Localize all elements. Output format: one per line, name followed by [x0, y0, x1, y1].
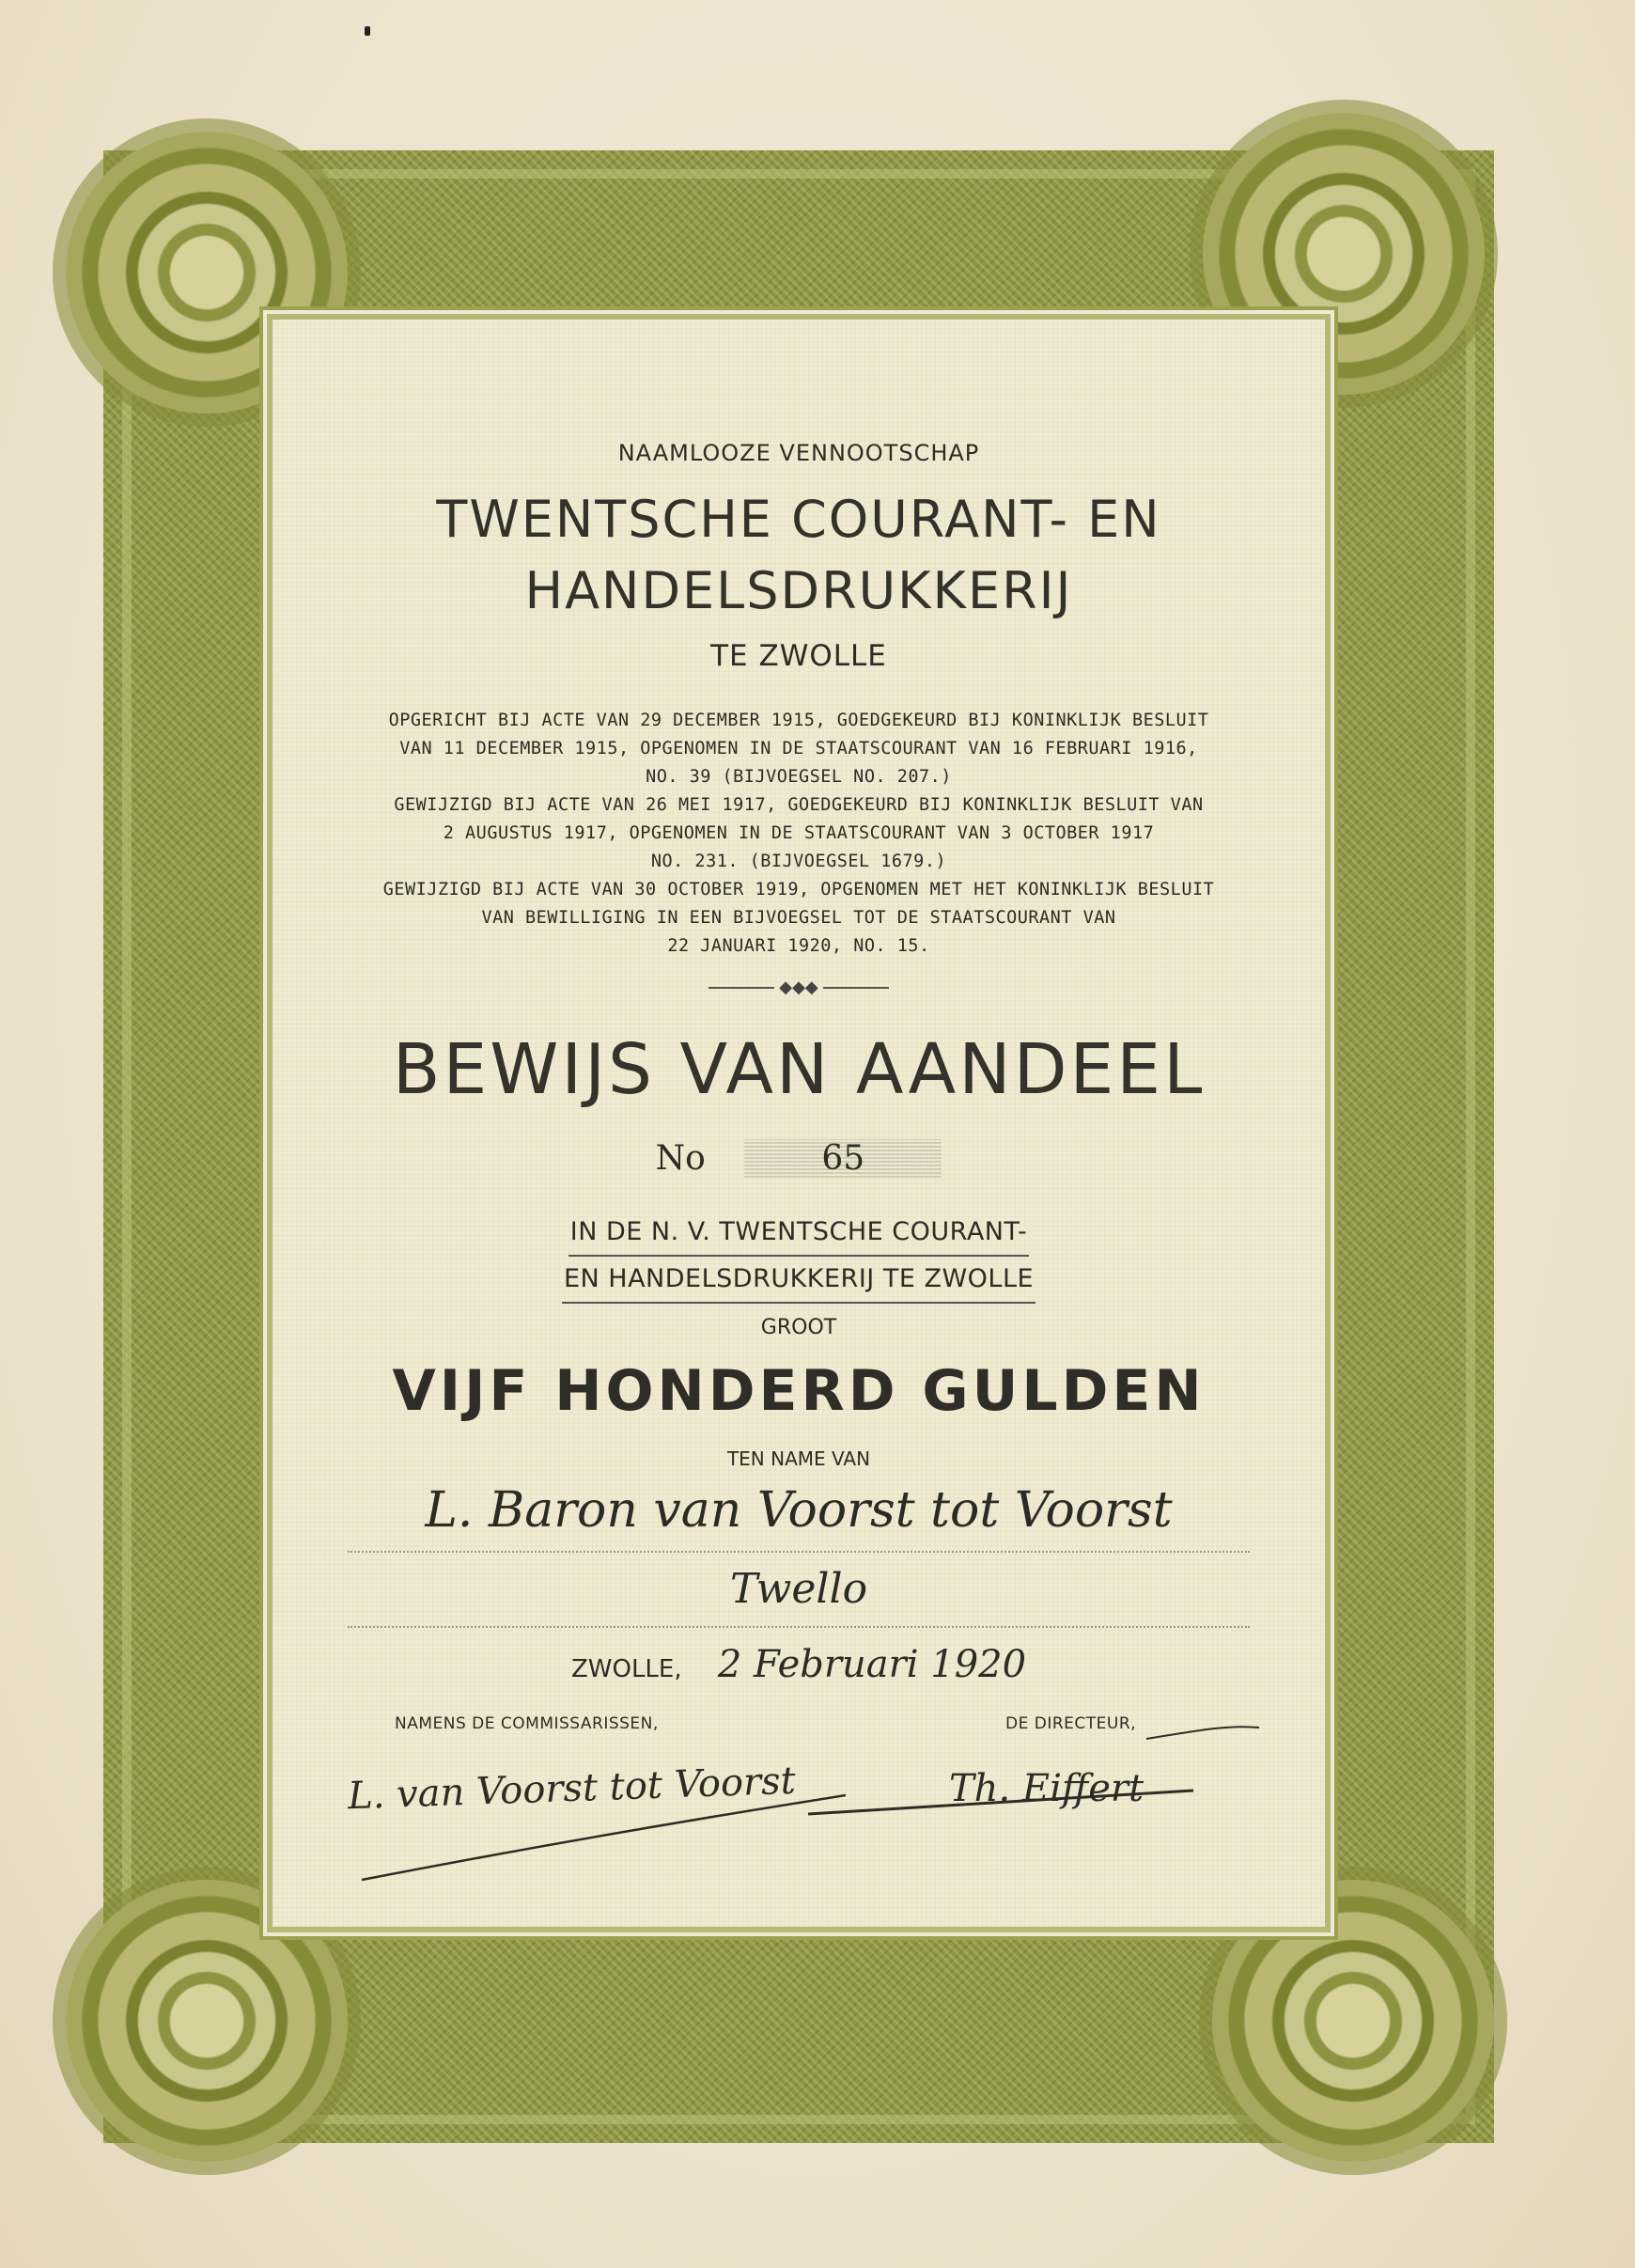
company-name-line-1: TWENTSCHE COURANT- EN [436, 490, 1161, 549]
company-name-line-2: HANDELSDRUKKERIJ [524, 561, 1073, 620]
ten-name-van-label: TEN NAME VAN [726, 1447, 871, 1470]
legal-line: GEWIJZIGD BIJ ACTE VAN 26 MEI 1917, GOEDGEKEURD BIJ KONINKLIJK BESLUIT VAN [394, 795, 1204, 815]
place-date [272, 1643, 1325, 1686]
legal-line: VAN 11 DECEMBER 1915, OPGENOMEN IN DE STAATSCOURANT VAN 16 FEBRUARI 1916, [399, 739, 1198, 759]
company-name [272, 484, 1325, 627]
holder-name: L. Baron van Voorst tot Voorst [425, 1482, 1173, 1539]
legal-line: VAN BEWILLIGING IN EEN BIJVOEGSEL TOT DE STAATSCOURANT VAN [481, 908, 1116, 928]
legal-line: NO. 231. (BIJVOEGSEL 1679.) [650, 852, 947, 871]
legal-text [272, 707, 1325, 961]
legal-line: 22 JANUARI 1920, NO. 15. [667, 936, 930, 956]
number-value: 65 [744, 1139, 942, 1178]
divider-ornament-icon: ◆◆◆ [272, 978, 1325, 997]
director-signature: Th. Eiffert [949, 1767, 1144, 1810]
company-city: TE ZWOLLE [710, 639, 887, 673]
issue-date: 2 Februari 1920 [717, 1643, 1027, 1686]
company-reference-line-2: EN HANDELSDRUKKERIJ TE ZWOLLE [562, 1257, 1036, 1304]
commissioners-label: NAMENS DE COMMISSARISSEN, [395, 1714, 659, 1733]
holder-dotted-line-1 [348, 1551, 1250, 1553]
holder-residence: Twello [729, 1565, 868, 1613]
certificate-title: BEWIJS VAN AANDEEL [392, 1029, 1206, 1110]
legal-line: OPGERICHT BIJ ACTE VAN 29 DECEMBER 1915, GOEDGEKEURD BIJ KONINKLIJK BESLUIT [388, 711, 1209, 730]
number-label: No [655, 1139, 706, 1178]
groot-label: GROOT [760, 1316, 837, 1339]
legal-line: GEWIJZIGD BIJ ACTE VAN 30 OCTOBER 1919, OPGENOMEN MET HET KONINKLIJK BESLUIT [382, 880, 1215, 899]
company-type: NAAMLOOZE VENNOOTSCHAP [617, 440, 980, 466]
company-reference-line-1: IN DE N. V. TWENTSCHE COURANT- [568, 1210, 1030, 1257]
place-label: ZWOLLE, [570, 1655, 682, 1683]
holder-dotted-line-2 [348, 1626, 1250, 1628]
ink-speck [365, 26, 370, 36]
legal-line: 2 AUGUSTUS 1917, OPGENOMEN IN DE STAATSCOURANT VAN 3 OCTOBER 1917 [443, 823, 1155, 843]
certificate-number [272, 1139, 1325, 1178]
share-amount: VIJF HONDERD GULDEN [392, 1358, 1206, 1424]
company-reference [272, 1210, 1325, 1304]
certificate-content [272, 320, 1325, 1927]
director-label: DE DIRECTEUR, [1005, 1714, 1137, 1733]
commissioner-signature: L. van Voorst tot Voorst [347, 1759, 797, 1819]
legal-line: NO. 39 (BIJVOEGSEL NO. 207.) [646, 767, 952, 787]
